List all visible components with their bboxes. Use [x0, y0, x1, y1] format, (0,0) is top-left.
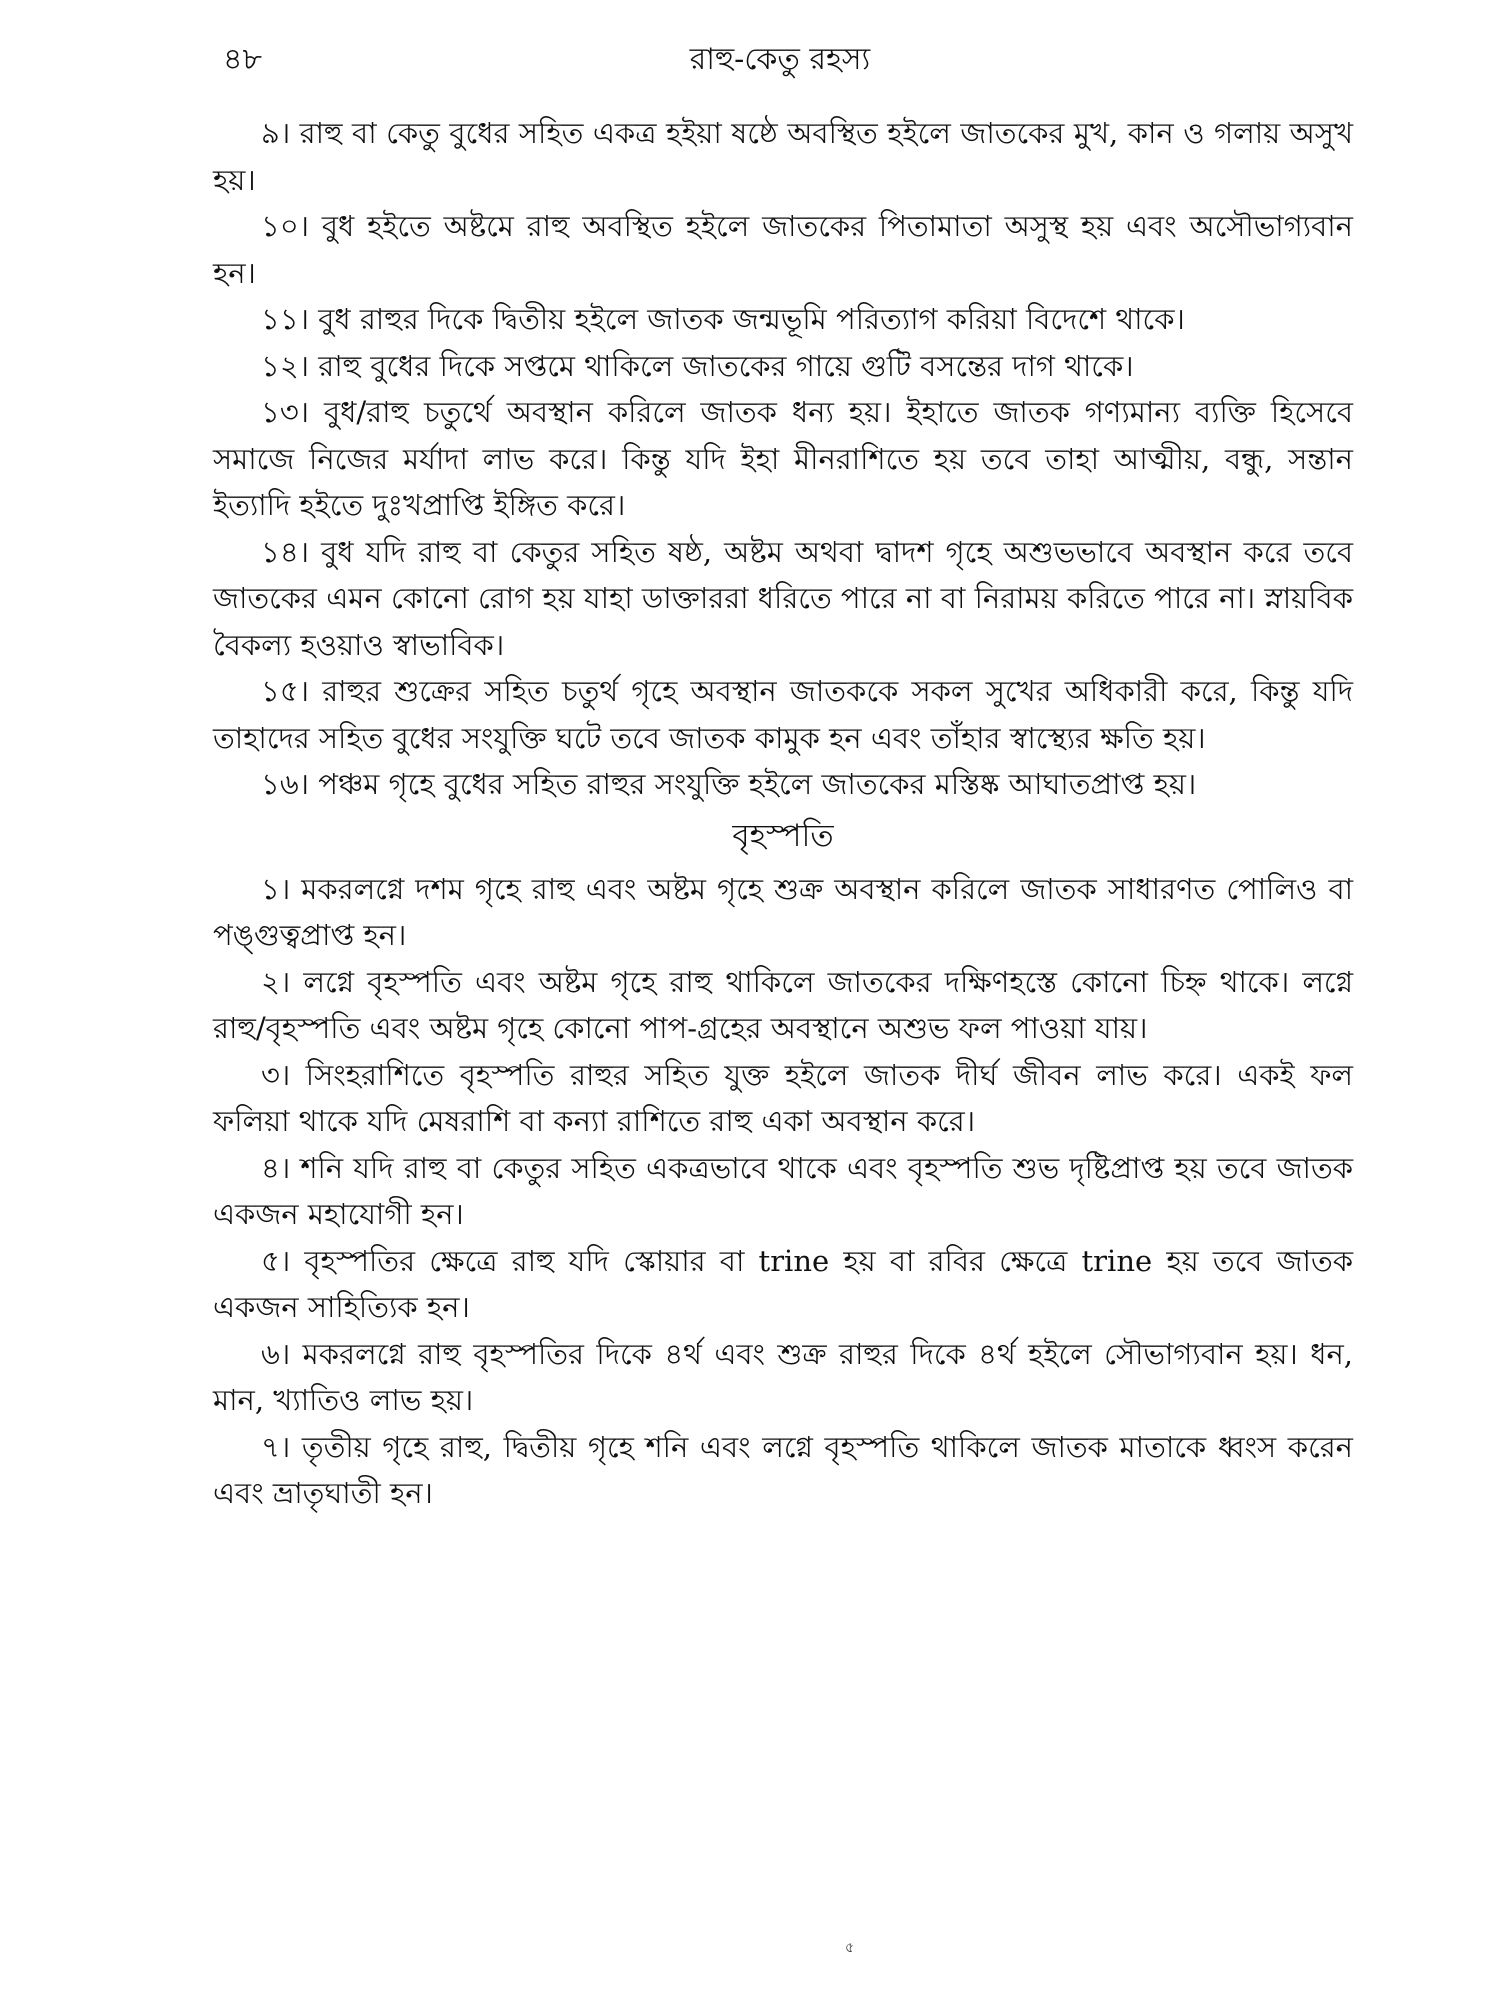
rule-budh-14: ১৪। বুধ যদি রাহু বা কেতুর সহিত ষষ্ঠ, অষ্টম অথবা দ্বাদশ গৃহে অশুভভাবে অবস্থান করে তবে জাতকের এমন কোনো রোগ হয় যাহা ডাক্তাররা ধরিতে পারে না বা নিরাময় করিতে পারে না। স্নায়বিক বৈকল্য হওয়াও স্বাভাবিক। [213, 534, 1353, 662]
page-body [213, 110, 1353, 1517]
page-number: ৪৮ [223, 42, 262, 77]
rule-budh-13: ১৩। বুধ/রাহু চতুর্থে অবস্থান করিলে জাতক ধন্য হয়। ইহাতে জাতক গণ্যমান্য ব্যক্তি হিসেবে সমাজে নিজের মর্যাদা লাভ করে। কিন্তু যদি ইহা মীনরাশিতে হয় তবে তাহা আত্মীয়, বন্ধু, সন্তান ইত্যাদি হইতে দুঃখপ্রাপ্তি ইঙ্গিত করে। [213, 395, 1353, 522]
running-title: রাহু-কেতু রহস্য [689, 42, 871, 77]
rule-budh-12: ১২। রাহু বুধের দিকে সপ্তমে থাকিলে জাতকের গায়ে গুটি বসন্তের দাগ থাকে। [261, 348, 1134, 383]
rule-brihaspati-1: ১। মকরলগ্নে দশম গৃহে রাহু এবং অষ্টম গৃহে শুক্র অবস্থান করিলে জাতক সাধারণত পোলিও বা পঙ্গুত্বপ্রাপ্ত হন। [213, 871, 1353, 952]
rule-budh-15: ১৫। রাহুর শুক্রের সহিত চতুর্থ গৃহে অবস্থান জাতককে সকল সুখের অধিকারী করে, কিন্তু যদি তাহাদের সহিত বুধের সংযুক্তি ঘটে তবে জাতক কামুক হন এবং তাঁহার স্বাস্থ্যের ক্ষতি হয়। [213, 674, 1353, 755]
rule-budh-10: ১০। বুধ হইতে অষ্টমে রাহু অবস্থিত হইলে জাতকের পিতামাতা অসুস্থ হয় এবং অসৌভাগ্যবান হন। [213, 209, 1353, 290]
rule-budh-11: ১১। বুধ রাহুর দিকে দ্বিতীয় হইলে জাতক জন্মভূমি পরিত্যাগ করিয়া বিদেশে থাকে। [261, 302, 1185, 336]
page-header [215, 38, 1345, 88]
rule-brihaspati-3: ৩। সিংহরাশিতে বৃহস্পতি রাহুর সহিত যুক্ত হইলে জাতক দীর্ঘ জীবন লাভ করে। একই ফল ফলিয়া থাকে যদি মেষরাশি বা কন্যা রাশিতে রাহু একা অবস্থান করে। [213, 1057, 1353, 1138]
footer-signature-mark: ৫ [845, 1940, 855, 1956]
rule-brihaspati-2: ২। লগ্নে বৃহস্পতি এবং অষ্টম গৃহে রাহু থাকিলে জাতকের দক্ষিণহস্তে কোনো চিহ্ন থাকে। লগ্নে রাহু/বৃহস্পতি এবং অষ্টম গৃহে কোনো পাপ-গ্রহের অবস্থানে অশুভ ফল পাওয়া যায়। [213, 964, 1353, 1045]
rule-budh-16: ১৬। পঞ্চম গৃহে বুধের সহিত রাহুর সংযুক্তি হইলে জাতকের মস্তিষ্ক আঘাতপ্রাপ্ত হয়। [261, 767, 1197, 801]
rule-brihaspati-7: ৭। তৃতীয় গৃহে রাহু, দ্বিতীয় গৃহে শনি এবং লগ্নে বৃহস্পতি থাকিলে জাতক মাতাকে ধ্বংস করেন এবং ভ্রাতৃঘাতী হন। [213, 1429, 1353, 1510]
rule-budh-9: ৯। রাহু বা কেতু বুধের সহিত একত্র হইয়া ষষ্ঠে অবস্থিত হইলে জাতকের মুখ, কান ও গলায় অসুখ হয়। [213, 116, 1353, 197]
rule-brihaspati-6: ৬। মকরলগ্নে রাহু বৃহস্পতির দিকে ৪র্থ এবং শুক্র রাহুর দিকে ৪র্থ হইলে সৌভাগ্যবান হয়। ধন, মান, খ্যাতিও লাভ হয়। [213, 1336, 1353, 1417]
rule-brihaspati-5: ৫। বৃহস্পতির ক্ষেত্রে রাহু যদি স্কোয়ার বা trine হয় বা রবির ক্ষেত্রে trine হয় তবে জাতক একজন সাহিত্যিক হন। [213, 1243, 1353, 1324]
rule-brihaspati-4: ৪। শনি যদি রাহু বা কেতুর সহিত একত্রভাবে থাকে এবং বৃহস্পতি শুভ দৃষ্টিপ্রাপ্ত হয় তবে জাতক একজন মহাযোগী হন। [213, 1150, 1353, 1231]
section-heading-brihaspati: বৃহস্পতি [732, 817, 834, 854]
